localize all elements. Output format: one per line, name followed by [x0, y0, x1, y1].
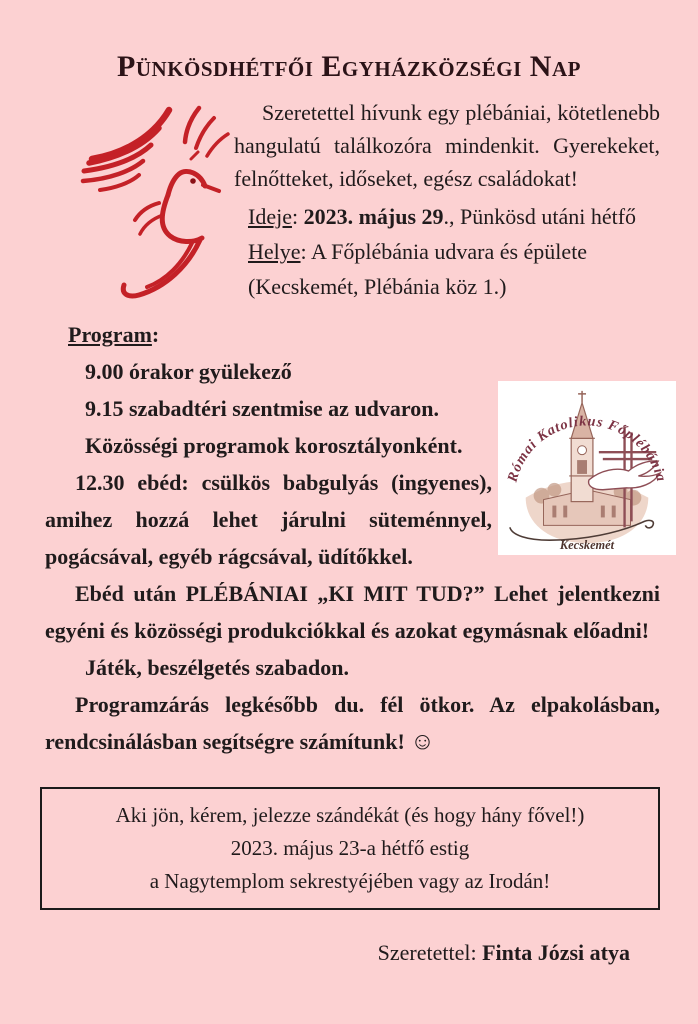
- signature-line: [0, 940, 630, 966]
- logo-city-label: Kecskemét: [559, 538, 615, 553]
- free-play-line: Játék, beszélgetés szabadon.: [85, 655, 349, 680]
- event-location-value: A Főplébánia udvara és épülete: [310, 239, 588, 264]
- event-date-sep: :: [291, 204, 304, 229]
- intro-paragraph: Szeretettel hívunk egy plébániai, kötetlenebb hangulatú találkozóra mindenkit. Gyerekeket, felnőtteket, időseket, egész családokat!: [234, 100, 660, 191]
- event-location-sep: :: [300, 239, 311, 264]
- talent-paragraph: Ebéd után PLÉBÁNIAI „KI MIT TUD?” Lehet jelentkezni egyéni és közösségi produkciókkal és azokat egymásnak előadni!: [45, 581, 660, 643]
- closing-text: Programzárás legkésőbb du. fél ötkor. Az elpakolásban, rendcsinálásban segítségre számítunk!: [45, 692, 660, 754]
- signature-prefix: Szeretettel:: [377, 940, 483, 965]
- rsvp-box: [40, 787, 660, 910]
- rsvp-line-2: 2023. május 23-a hétfő estig: [230, 836, 470, 860]
- program-item: 9.00 órakor gyülekező: [85, 359, 292, 384]
- event-date-line: [248, 203, 660, 230]
- program-item: Közösségi programok korosztályonként.: [85, 433, 463, 458]
- event-date-rest: ., Pünkösd utáni hétfő: [443, 204, 637, 229]
- rsvp-line-3: a Nagytemplom sekrestyéjében vagy az Irodán!: [149, 869, 551, 893]
- program-item: 9.15 szabadtéri szentmise az udvaron.: [85, 396, 440, 421]
- event-location-line: [248, 238, 660, 265]
- lunch-paragraph: 12.30 ebéd: csülkös babgulyás (ingyenes), amihez hozzá lehet járulni süteménnyel, pogácsával, egyéb rágcsával, üdítőkkel.: [45, 470, 492, 569]
- event-date-value: 2023. május 29: [303, 204, 444, 229]
- closing-paragraph: [45, 686, 660, 761]
- event-location-address: (Kecskemét, Plébánia köz 1.): [248, 274, 507, 299]
- top-section: [42, 96, 660, 306]
- rsvp-line-1: Aki jön, kérem, jelezze szándékát (és hogy hány fővel!): [115, 803, 585, 827]
- event-date-label: Ideje: [248, 204, 292, 229]
- parish-logo: [498, 381, 676, 555]
- event-location-label: Helye: [248, 239, 301, 264]
- page-title: Pünkösdhétfői Egyházközségi Nap: [117, 50, 581, 83]
- program-heading-label: Program: [68, 322, 152, 347]
- logo-arc-text: Római Katolikus Főplébánia: [504, 413, 670, 484]
- program-section: [45, 316, 670, 761]
- program-heading-colon: :: [151, 322, 160, 347]
- intro-column: [234, 96, 660, 306]
- signature-name: Finta Józsi atya: [482, 940, 630, 965]
- smiley-icon: ☺: [410, 729, 435, 755]
- program-heading: [68, 316, 660, 353]
- dove-icon: [42, 96, 234, 306]
